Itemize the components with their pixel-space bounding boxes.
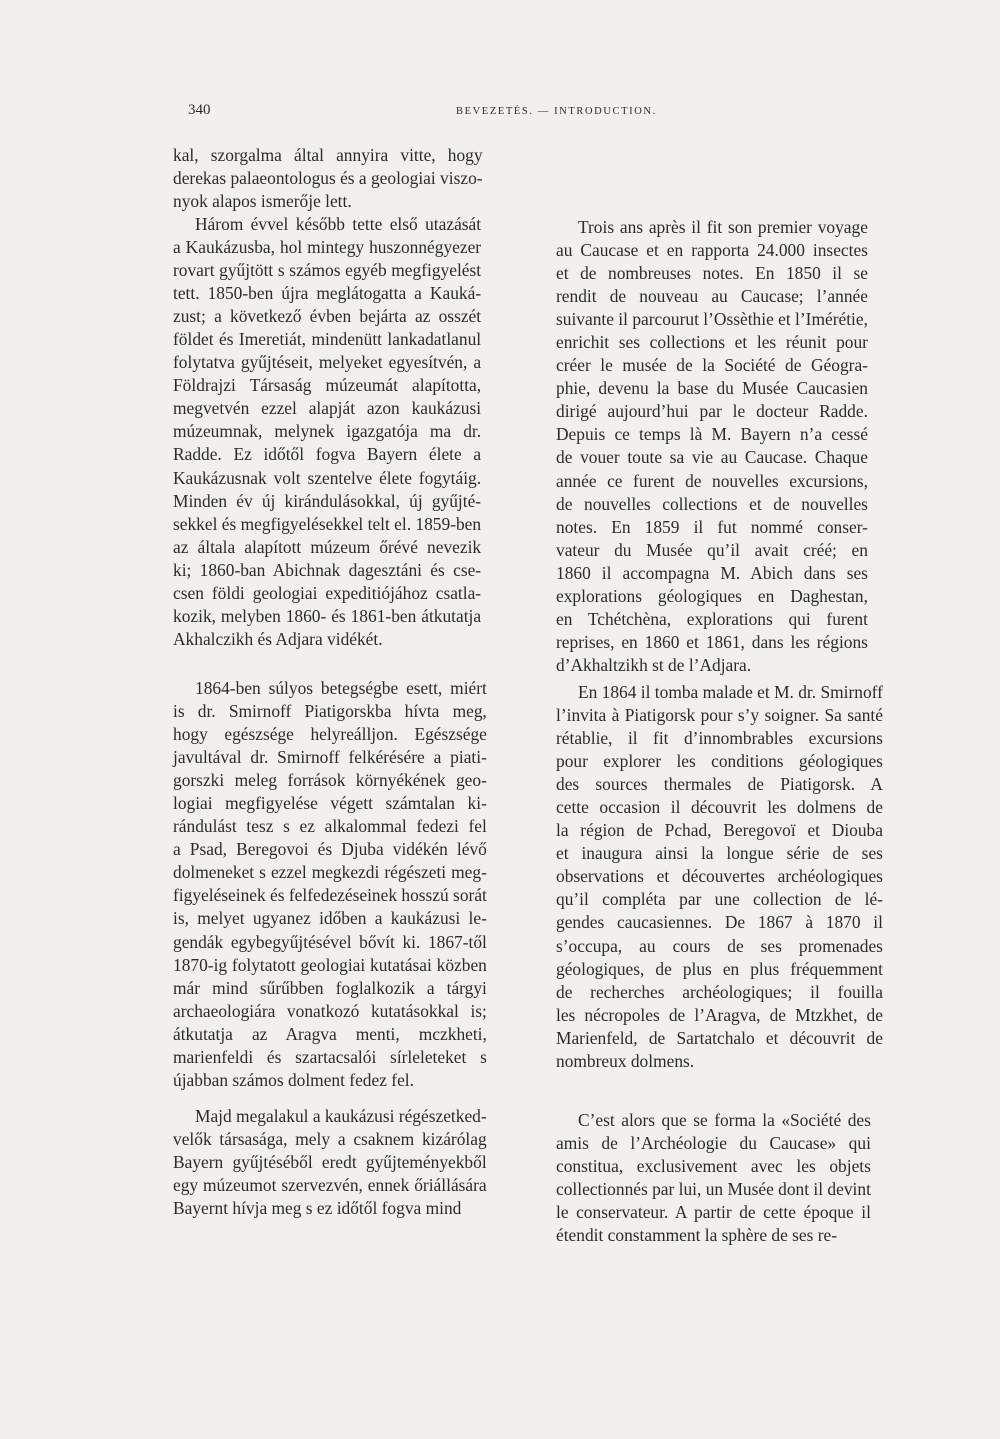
text-line: dirigé aujourd’hui par le docteur Radde.	[556, 401, 868, 422]
text-line: megvetvén ezzel alapját azon kaukázusi	[173, 398, 482, 419]
text-line: l’invita à Piatigorsk pour s’y soigner. Sa santé	[556, 705, 883, 726]
text-line: derekas palaeontologus és a geologiai viszo-	[173, 168, 483, 189]
text-line: Minden év új kirándulásokkal, új gyűjté-	[173, 490, 482, 511]
text-line: 1860 il accompagna M. Abich dans ses	[556, 562, 868, 583]
text-line: logiai megfigyelése végett számtalan ki-	[173, 793, 487, 814]
text-line: rovart gyűjtött s számos egyéb megfigyelést	[173, 260, 482, 281]
text-line: ki; 1860-ban Abichnak dagesztáni és cse-	[173, 559, 482, 580]
text-line: Bayern gyűjtéséből eredt gyűjteményekből	[173, 1152, 487, 1173]
text-line: a Kaukázusba, hol mintegy huszonnégyezer	[173, 237, 482, 258]
text-line: folytatva gyűjtéseit, melyeket egyesítvén, a	[173, 352, 482, 373]
text-line: rándulást tesz s ez alkalommal fedezi fel	[173, 816, 487, 837]
text-line: pour explorer les conditions géologiques	[556, 751, 883, 772]
text-line: zust; a következő évben bejárta az osszét	[173, 306, 482, 327]
text-line: de recherches archéologiques; il fouilla	[556, 981, 883, 1002]
text-line: enrichit ses collections et les réunit pour	[556, 332, 868, 353]
text-line: la région de Pchad, Beregovoï et Diouba	[556, 820, 883, 841]
text-line: rendit de nouveau au Caucase; l’année	[556, 286, 868, 307]
fr-paragraph-1	[556, 216, 868, 677]
text-line: csen földi geologiai expeditiójához csatla-	[173, 582, 482, 603]
text-line: hogy egészsége helyreálljon. Egészsége	[173, 724, 487, 745]
text-line: gendes caucasiennes. De 1867 à 1870 il	[556, 912, 883, 933]
text-line: des sources thermales de Piatigorsk. A	[556, 774, 883, 795]
page-header	[188, 102, 908, 124]
text-line: kal, szorgalma által annyira vitte, hogy	[173, 145, 483, 165]
text-line: múzeumnak, melynek igazgatója ma dr.	[173, 421, 482, 442]
text-line: vateur du Musée qu’il avait créé; en	[556, 539, 868, 560]
text-line: már mind sűrűbben foglalkozik a tárgyi	[173, 977, 487, 998]
text-line: földet és Imeretiát, mindenütt lankadatlanul	[173, 329, 482, 350]
text-line: C’est alors que se forma la «Société des	[578, 1110, 871, 1130]
text-line: Akhalczikh és Adjara vidékét.	[173, 628, 383, 649]
text-line: újabban számos dolment fedez fel.	[173, 1069, 414, 1090]
text-line: explorations géologiques en Daghestan,	[556, 585, 868, 606]
text-line: rétablie, il fit d’innombrables excursions	[556, 728, 883, 749]
text-line: de nouvelles collections et de nouvelles	[556, 493, 868, 514]
text-line: kozik, melyben 1860- és 1861-ben átkutatja	[173, 605, 482, 626]
text-line: Trois ans après il fit son premier voyage	[578, 217, 868, 237]
text-line: et de nombreuses notes. En 1850 il se	[556, 263, 868, 284]
text-line: gorszki meleg források környékének geo-	[173, 770, 487, 791]
hu-paragraph-4	[173, 1105, 487, 1220]
text-line: les nécropoles de l’Aragva, de Mtzkhet, de	[556, 1004, 883, 1025]
text-line: et inaugura ainsi la longue série de ses	[556, 843, 883, 864]
text-line: créer le musée de la Société de Géogra-	[556, 355, 868, 376]
text-line: nyok alapos ismerője lett.	[173, 191, 352, 212]
text-line: tett. 1850-ben újra meglátogatta a Kauká-	[173, 283, 482, 304]
text-line: reprises, en 1860 et 1861, dans les régions	[556, 631, 868, 652]
text-line: constitua, exclusivement avec les objets	[556, 1156, 871, 1177]
text-line: collectionnés par lui, un Musée dont il devint	[556, 1179, 871, 1200]
text-line: marienfeldi és szartacsalói sírleleteket s	[173, 1046, 487, 1067]
text-line: année ce furent de nouvelles excursions,	[556, 470, 868, 491]
text-line: en Tchétchèna, explorations qui furent	[556, 608, 868, 629]
text-line: archaeologiára vonatkozó kutatásokkal is;	[173, 1000, 487, 1021]
text-line: notes. En 1859 il fut nommé conser-	[556, 516, 868, 537]
text-line: Majd megalakul a kaukázusi régészetked-	[195, 1106, 487, 1126]
text-line: nombreux dolmens.	[556, 1050, 695, 1071]
text-line: is dr. Smirnoff Piatigorskba hívta meg,	[173, 701, 487, 722]
text-line: qu’il compléta par une collection de lé-	[556, 889, 883, 910]
text-line: figyeléseinek és felfedezéseinek hosszú sorát	[173, 885, 487, 906]
fr-paragraph-3	[556, 1109, 871, 1247]
text-line: cette occasion il découvrit les dolmens de	[556, 797, 883, 818]
text-line: Három évvel később tette első utazását	[195, 214, 482, 234]
text-line: 1864-ben súlyos betegségbe esett, miért	[195, 678, 487, 698]
text-line: is, melyet ugyanez időben a kaukázusi le-	[173, 908, 487, 929]
hu-paragraph-3	[173, 677, 487, 1092]
text-line: Depuis ce temps là M. Bayern n’a cessé	[556, 424, 868, 445]
text-line: Marienfeld, de Sartatchalo et découvrit de	[556, 1027, 883, 1048]
text-line: le conservateur. A partir de cette époque il	[556, 1202, 871, 1223]
text-line: étendit constamment la sphère de ses re-	[556, 1225, 838, 1246]
hu-paragraph-1	[173, 144, 483, 213]
text-line: amis de l’Archéologie du Caucase» qui	[556, 1133, 871, 1154]
text-line: az általa alapított múzeum őrévé nevezik	[173, 536, 482, 557]
text-line: géologiques, de plus en plus fréquemment	[556, 958, 883, 979]
text-line: velők társasága, mely a csaknem kizárólag	[173, 1129, 487, 1150]
text-line: a Psad, Beregovoi és Djuba vidékén lévő	[173, 839, 487, 860]
text-line: de vouer toute sa vie au Caucase. Chaque	[556, 447, 868, 468]
text-line: gendák egybegyűjtésével bővít ki. 1867-től	[173, 931, 487, 952]
text-line: s’occupa, au cours de ses promenades	[556, 935, 883, 956]
hu-paragraph-2	[173, 213, 481, 651]
text-line: átkutatja az Aragva menti, mczkheti,	[173, 1023, 487, 1044]
running-head: BEVEZETÉS. — INTRODUCTION.	[456, 106, 657, 117]
text-line: egy múzeumot szervezvén, ennek őriállására	[173, 1175, 487, 1196]
text-line: javultával dr. Smirnoff felkérésére a piati-	[173, 747, 487, 768]
text-line: observations et découvertes archéologiques	[556, 866, 883, 887]
text-line: suivante il parcourut l’Ossèthie et l’Imérétie,	[556, 309, 868, 330]
text-line: En 1864 il tomba malade et M. dr. Smirnoff	[578, 682, 883, 702]
text-line: au Caucase et en rapporta 24.000 insectes	[556, 240, 868, 261]
page-number: 340	[188, 102, 211, 118]
text-line: dolmeneket s ezzel megkezdi régészeti meg-	[173, 862, 487, 883]
fr-paragraph-2	[556, 681, 883, 1073]
text-line: Radde. Ez időtől fogva Bayern élete a	[173, 444, 482, 465]
text-line: sekkel és megfigyelésekkel telt el. 1859-ben	[173, 513, 482, 534]
text-line: Földrajzi Társaság múzeumát alapította,	[173, 375, 482, 396]
text-line: Kaukázusnak volt szentelve élete fogytáig.	[173, 467, 482, 488]
text-line: phie, devenu la base du Musée Caucasien	[556, 378, 868, 399]
text-line: 1870-ig folytatott geologiai kutatásai közben	[173, 954, 487, 975]
text-line: Bayernt hívja meg s ez időtől fogva mind	[173, 1198, 462, 1219]
text-line: d’Akhaltzikh st de l’Adjara.	[556, 654, 752, 675]
